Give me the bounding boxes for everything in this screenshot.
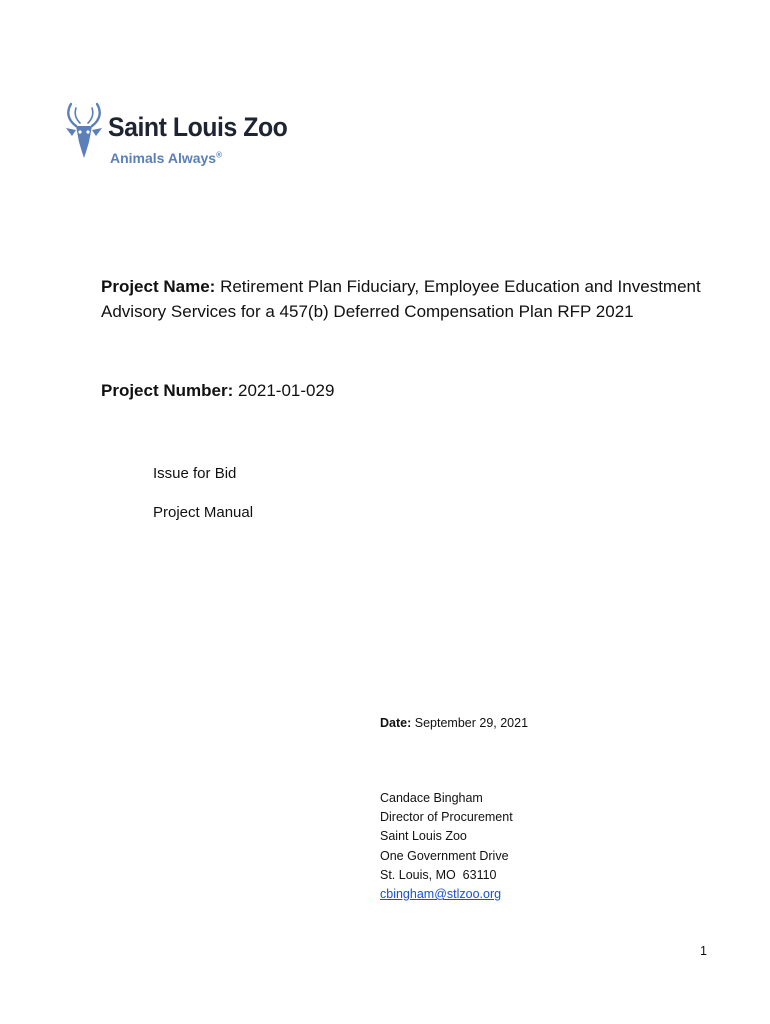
logo-tagline-text: Animals Always: [110, 150, 217, 166]
project-name-block: [101, 274, 701, 324]
project-name-label: Project Name:: [101, 277, 216, 296]
project-manual: Project Manual: [153, 504, 254, 521]
contact-block: [380, 789, 513, 904]
page-number: 1: [700, 944, 707, 958]
date-line: [380, 714, 528, 732]
date-label: Date:: [380, 716, 412, 730]
contact-address-line1: One Government Drive: [380, 848, 509, 863]
date-value: September 29, 2021: [414, 716, 529, 730]
contact-email-link[interactable]: cbingham@stlzoo.org: [380, 887, 502, 902]
contact-name: Candace Bingham: [380, 791, 483, 805]
registered-mark: ®: [216, 150, 222, 160]
antelope-head-icon: [62, 100, 106, 164]
logo-tagline: [110, 150, 222, 166]
project-name-value: Retirement Plan Fiduciary, Employee Education and Investment Advisory Services for a 457(b) Deferred Compensation Plan RFP 2021: [101, 277, 701, 321]
project-number-label: Project Number:: [101, 381, 234, 400]
project-number-block: [101, 378, 334, 403]
contact-title: Director of Procurement: [380, 810, 513, 825]
project-number-value: 2021-01-029: [237, 381, 335, 400]
issue-for-bid: Issue for Bid: [153, 465, 237, 482]
logo-wordmark: Saint Louis Zoo: [108, 112, 288, 142]
saint-louis-zoo-logo: [62, 100, 302, 170]
contact-organization: Saint Louis Zoo: [380, 829, 467, 844]
contact-address-line2: St. Louis, MO 63110: [380, 867, 497, 882]
